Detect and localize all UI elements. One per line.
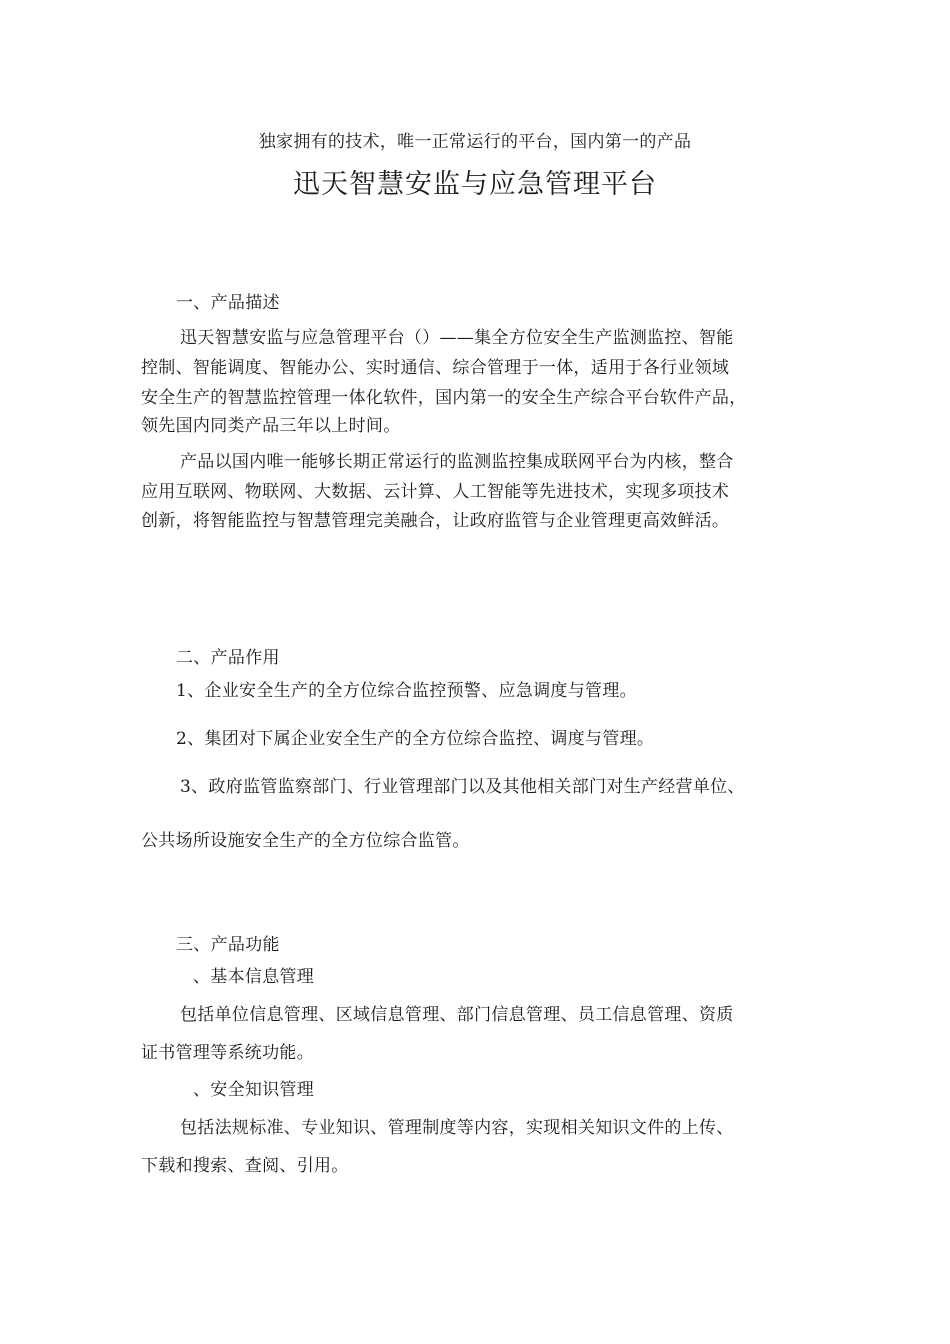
paragraph-line: 证书管理等系统功能。 xyxy=(141,1043,314,1063)
list-item: 1、企业安全生产的全方位综合监控预警、应急调度与管理。 xyxy=(176,681,637,701)
paragraph-line: 包括单位信息管理、区域信息管理、部门信息管理、员工信息管理、资质 xyxy=(180,1005,734,1025)
paragraph-line: 应用互联网、物联网、大数据、云计算、人工智能等先进技术，实现多项技术 xyxy=(141,482,730,502)
section-heading-description: 一、产品描述 xyxy=(176,293,280,313)
subsection-title: 、安全知识管理 xyxy=(193,1080,315,1100)
paragraph-line: 领先国内同类产品三年以上时间。 xyxy=(141,416,401,436)
paragraph-line: 控制、智能调度、智能办公、实时通信、综合管理于一体，适用于各行业领域 xyxy=(141,358,730,378)
list-item: 2、集团对下属企业安全生产的全方位综合监控、调度与管理。 xyxy=(176,729,655,749)
paragraph-line: 安全生产的智慧监控管理一体化软件，国内第一的安全生产综合平台软件产品， xyxy=(141,388,747,408)
section-heading-function: 二、产品作用 xyxy=(176,648,280,668)
paragraph-line: 产品以国内唯一能够长期正常运行的监测监控集成联网平台为内核，整合 xyxy=(180,452,734,472)
document-title: 迅天智慧安监与应急管理平台 xyxy=(293,169,657,200)
paragraph-line: 迅天智慧安监与应急管理平台（）——集全方位安全生产监测监控、智能 xyxy=(180,328,734,348)
paragraph-line: 创新，将智能监控与智慧管理完美融合，让政府监管与企业管理更高效鲜活。 xyxy=(141,511,730,531)
list-item-continuation: 公共场所设施安全生产的全方位综合监管。 xyxy=(141,831,470,851)
list-item: 3、政府监管监察部门、行业管理部门以及其他相关部门对生产经营单位、 xyxy=(180,777,745,797)
document-subtitle: 独家拥有的技术，唯一正常运行的平台，国内第一的产品 xyxy=(258,132,692,152)
paragraph-line: 包括法规标准、专业知识、管理制度等内容，实现相关知识文件的上传、 xyxy=(180,1118,734,1138)
paragraph-line: 下载和搜索、查阅、引用。 xyxy=(141,1156,349,1176)
subsection-title: 、基本信息管理 xyxy=(193,967,315,987)
section-heading-features: 三、产品功能 xyxy=(176,935,280,955)
